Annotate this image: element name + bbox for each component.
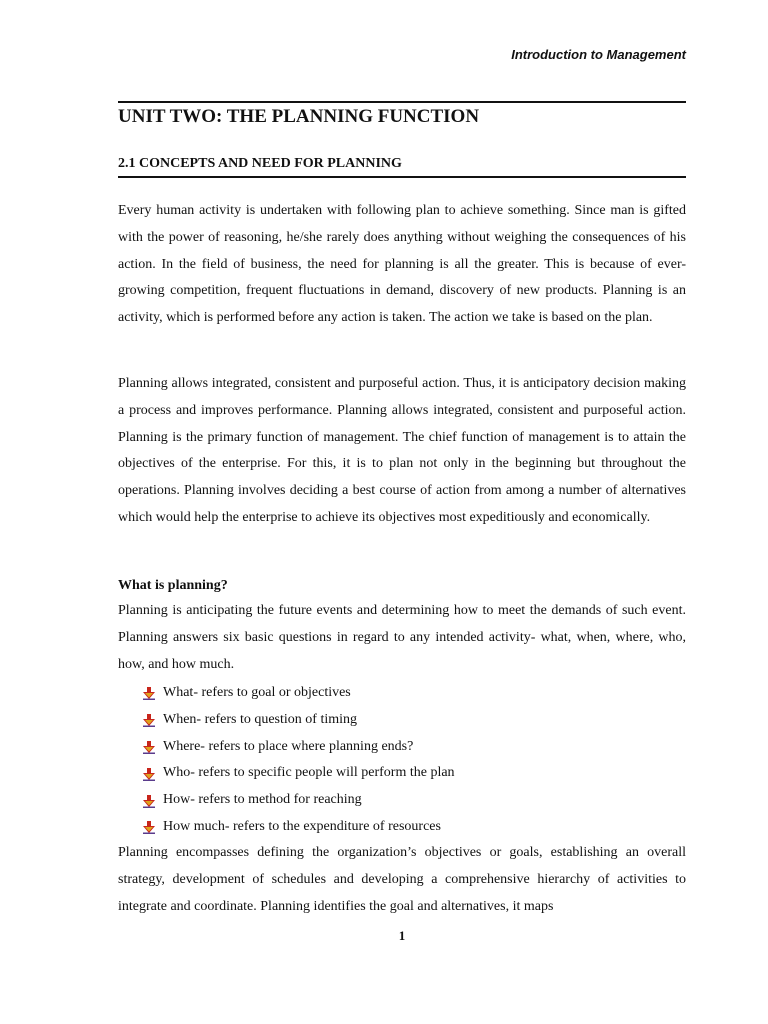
list-item [142, 814, 455, 841]
list-item-text: How much- refers to the expenditure of resources [163, 818, 441, 834]
arrow-bullet-icon [142, 820, 156, 834]
list-item [142, 734, 455, 761]
unit-title: UNIT TWO: THE PLANNING FUNCTION [118, 106, 480, 127]
list-item [142, 680, 455, 707]
header-rule [118, 101, 686, 103]
list-item-text: Where- refers to place where planning ends? [163, 738, 414, 754]
list-item [142, 760, 455, 787]
list-item [142, 787, 455, 814]
what-is-planning-heading: What is planning? [118, 578, 228, 593]
paragraph-what-is-planning: Planning is anticipating the future events and determining how to meet the demands of such event. Planning answers six basic questions in regard to any intended activity- what, when, where, who, how, and how much. [118, 603, 686, 672]
six-questions-list [142, 680, 455, 841]
arrow-bullet-icon [142, 740, 156, 754]
list-item-text: Who- refers to specific people will perform the plan [163, 765, 455, 781]
paragraph-intro: Every human activity is undertaken with following plan to achieve something. Since man is gifted with the power of reasoning, he/she rarely does anything without weighing the consequences of his action. In the field of business, the need for planning is all the greater. This is because of ever-growing competition, frequent fluctuations in demand, discovery of new products. Planning is an activity, which is performed before any action is taken. The action we take is based on the plan. [118, 203, 686, 326]
paragraph-integrated-action: Planning allows integrated, consistent and purposeful action. Thus, it is anticipatory decision making a process and improves performance. Planning allows integrated, consistent and purposeful action. Planning is the primary function of management. The chief function of management is to attain the objectives of the enterprise. For this, it is to plan not only in the beginning but throughout the operations. Planning involves deciding a best course of action from among a number of alternatives which would help the enterprise to achieve its objectives most expeditiously and economically. [118, 376, 686, 525]
section-rule [118, 176, 686, 178]
section-title: 2.1 CONCEPTS AND NEED FOR PLANNING [118, 156, 402, 171]
list-item-text: How- refers to method for reaching [163, 792, 362, 808]
list-item-text: When- refers to question of timing [163, 711, 358, 727]
page-number: 1 [398, 928, 406, 943]
paragraph-planning-encompasses: Planning encompasses defining the organization’s objectives or goals, establishing an overall strategy, development of schedules and developing a comprehensive hierarchy of activities to integrate and coordinate. Planning identifies the goal and alternatives, it maps [118, 845, 686, 914]
running-header: Introduction to Management [511, 47, 686, 62]
list-item-text: What- refers to goal or objectives [163, 685, 351, 700]
arrow-bullet-icon [142, 686, 156, 700]
arrow-bullet-icon [142, 713, 156, 727]
arrow-bullet-icon [142, 767, 156, 781]
arrow-bullet-icon [142, 794, 156, 808]
list-item [142, 707, 455, 734]
